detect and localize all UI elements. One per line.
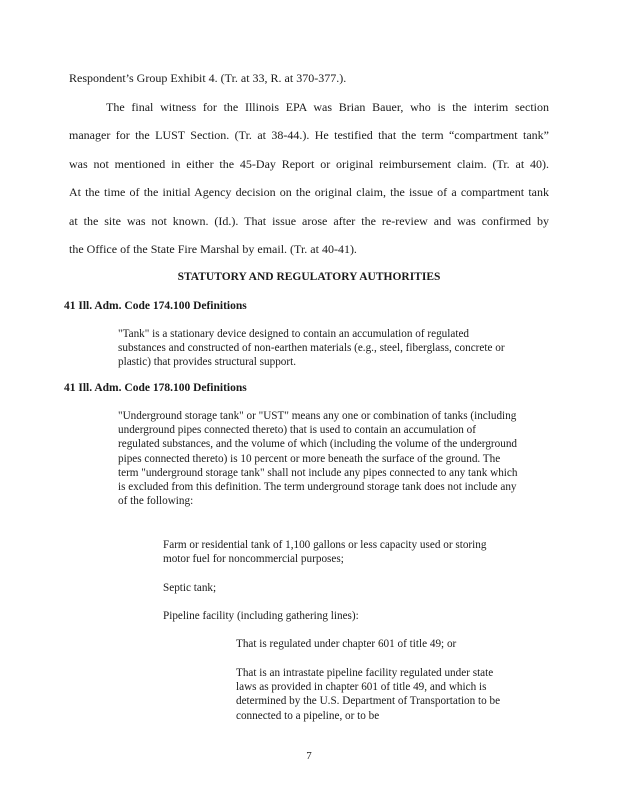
definition-block (118, 409, 518, 508)
body-line: the Office of the State Fire Marshal by email. (Tr. at 40-41). (69, 242, 357, 256)
body-line: At the time of the initial Agency decision on the original claim, the issue of a compartment tank (69, 185, 549, 199)
body-line: The final witness for the Illinois EPA was Brian Bauer, who is the interim section (106, 100, 549, 114)
pipeline-item: That is regulated under chapter 601 of title 49; or (236, 638, 457, 650)
body-line: Respondent’s Group Exhibit 4. (Tr. at 33, R. at 370-377.). (69, 71, 347, 85)
exclusion-item: Septic tank; (163, 582, 217, 594)
body-line: was not mentioned in either the 45-Day Report or original reimbursement claim. (Tr. at 40). (69, 157, 549, 171)
body-line: manager for the LUST Section. (Tr. at 38-44.). He testified that the term “compartment tank” (69, 128, 549, 142)
definition-text: "Underground storage tank" or "UST" means any one or combination of tanks (including underground pipes connected thereto) that is used to contain an accumulation of regulated substances, and the volume of which (including the volume of the underground pipes connected thereto) is 10 percent or more beneath the surface of the ground. The term "underground storage tank" shall not include any pipes connected to any tank which is excluded from this definition. The term underground storage tank does not include any of the following: (118, 410, 518, 508)
citation-heading: 41 Ill. Adm. Code 174.100 Definitions (64, 300, 247, 312)
definition-block (118, 327, 518, 370)
section-heading: STATUTORY AND REGULATORY AUTHORITIES (177, 271, 441, 283)
page-number: 7 (306, 750, 312, 762)
pipeline-item: That is an intrastate pipeline facility regulated under state laws as provided in chapter 601 of title 49, and which is determined by the U.S. Department of Transportation to be connected to a pipeline, or to be (236, 667, 501, 722)
citation-heading: 41 Ill. Adm. Code 178.100 Definitions (64, 382, 247, 394)
definition-text: "Tank" is a stationary device designed to contain an accumulation of regulated substances and constructed of non-earthen materials (e.g., steel, fiberglass, concrete or plastic) that provides structural support. (118, 328, 505, 369)
body-line: at the site was not known. (Id.). That issue arose after the re-review and was confirmed by (69, 214, 549, 228)
exclusion-item: Farm or residential tank of 1,100 gallons or less capacity used or storing motor fuel for noncommercial purposes; (163, 539, 487, 566)
exclusion-item: Pipeline facility (including gathering lines): (163, 610, 359, 622)
